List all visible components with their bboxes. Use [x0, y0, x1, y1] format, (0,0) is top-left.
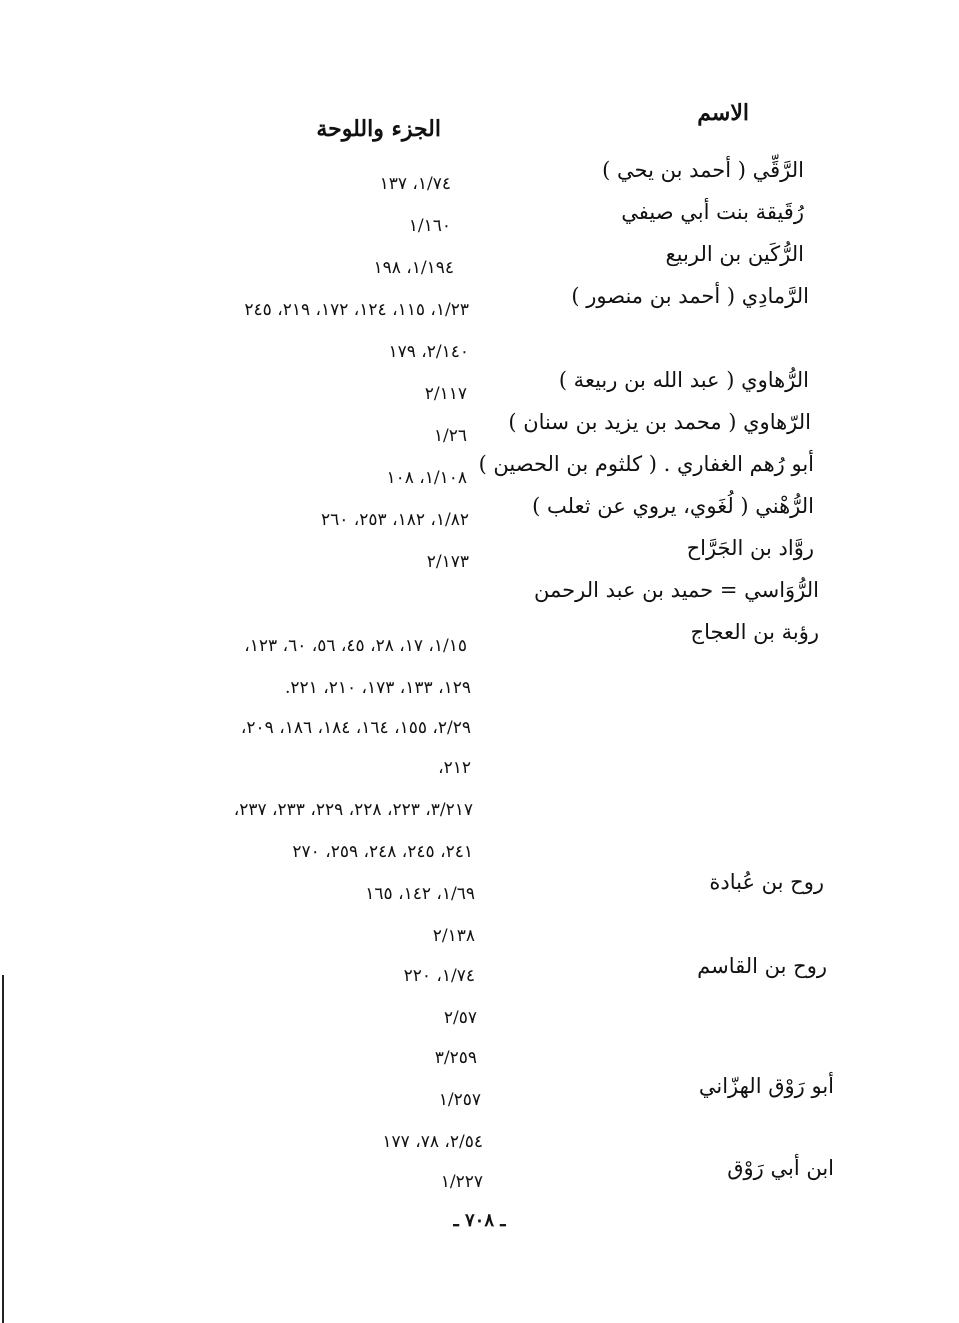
entry-reference: ٢/١٣٨ [432, 926, 475, 946]
scan-edge-line [2, 975, 4, 1323]
entry-reference: ٢٤١، ٢٤٥، ٢٤٨، ٢٥٩، ٢٧٠ [292, 842, 473, 862]
entry-reference: ١/١٥، ١٧، ٢٨، ٤٥، ٥٦، ٦٠، ١٢٣، [244, 636, 467, 656]
entry-reference: ١/٨٢، ١٨٢، ٢٥٣، ٢٦٠ [320, 510, 469, 530]
entry-name: روح بن عُبادة [709, 870, 824, 894]
entry-name: الرُّكَين بن الربيع [665, 242, 804, 266]
page-number: ـ ٧٠٨ ـ [453, 1210, 506, 1231]
entry-reference: ١/١٠٨، ١٠٨ [386, 468, 467, 488]
entry-name: الرّهاوي ( محمد بن يزيد بن سنان ) [508, 410, 811, 434]
entry-reference: ٢/١١٧ [424, 384, 467, 404]
entry-reference: ١/٢٣، ١١٥، ١٢٤، ١٧٢، ٢١٩، ٢٤٥ [244, 300, 469, 320]
entry-reference: ٣/٢٥٩ [434, 1048, 477, 1068]
entry-reference: ١/٦٩، ١٤٢، ١٦٥ [365, 884, 475, 904]
entry-name: روَّاد بن الجَرَّاح [686, 536, 814, 560]
entry-name: الرُّوَاسي = حميد بن عبد الرحمن [534, 578, 819, 602]
entry-reference: ٢/٥٧ [443, 1008, 477, 1028]
entry-reference: ١/٢٦ [433, 426, 467, 446]
entry-reference: ١/٢٥٧ [438, 1090, 481, 1110]
entry-name: رُقَيقة بنت أبي صيفي [621, 200, 804, 224]
entry-reference: ١/٧٤، ١٣٧ [379, 174, 451, 194]
entry-reference: ٢١٢، [438, 758, 471, 778]
entry-reference: ٣/٢١٧، ٢٢٣، ٢٢٨، ٢٢٩، ٢٣٣، ٢٣٧، [233, 800, 473, 820]
entry-reference: ١/٢٢٧ [440, 1172, 483, 1192]
entry-reference: ٢/٢٩، ١٥٥، ١٦٤، ١٨٤، ١٨٦، ٢٠٩، [240, 718, 471, 738]
entry-reference: ١٢٩، ١٣٣، ١٧٣، ٢١٠، ٢٢١. [285, 678, 471, 698]
entry-reference: ٢/١٤٠، ١٧٩ [388, 342, 469, 362]
entry-reference: ٢/١٧٣ [426, 552, 469, 572]
reference-column-header: الجزء واللوحة [316, 116, 441, 142]
entry-name: أبو رَوْق الهزّاني [698, 1074, 834, 1098]
entry-name: الرُّهْني ( لُغَوي، يروي عن ثعلب ) [532, 494, 814, 518]
entry-name: الرَّمادِي ( أحمد بن منصور ) [571, 284, 809, 308]
entry-name: ابن أبي رَوْق [727, 1156, 834, 1180]
entry-reference: ١/١٩٤، ١٩٨ [373, 258, 454, 278]
entry-name: روح بن القاسم [697, 954, 827, 978]
entry-reference: ٢/٥٤، ٧٨، ١٧٧ [382, 1132, 483, 1152]
entry-name: الرَّقِّي ( أحمد بن يحي ) [602, 158, 804, 182]
entry-name: الرُّهاوي ( عبد الله بن ربيعة ) [558, 368, 809, 392]
entry-reference: ١/٧٤، ٢٢٠ [403, 966, 475, 986]
name-column-header: الاسم [697, 100, 749, 126]
entry-reference: ١/١٦٠ [408, 216, 451, 236]
entry-name: رؤبة بن العجاج [690, 620, 819, 644]
entry-name: أبو رُهم الغفاري . ( كلثوم بن الحصين ) [478, 452, 814, 476]
